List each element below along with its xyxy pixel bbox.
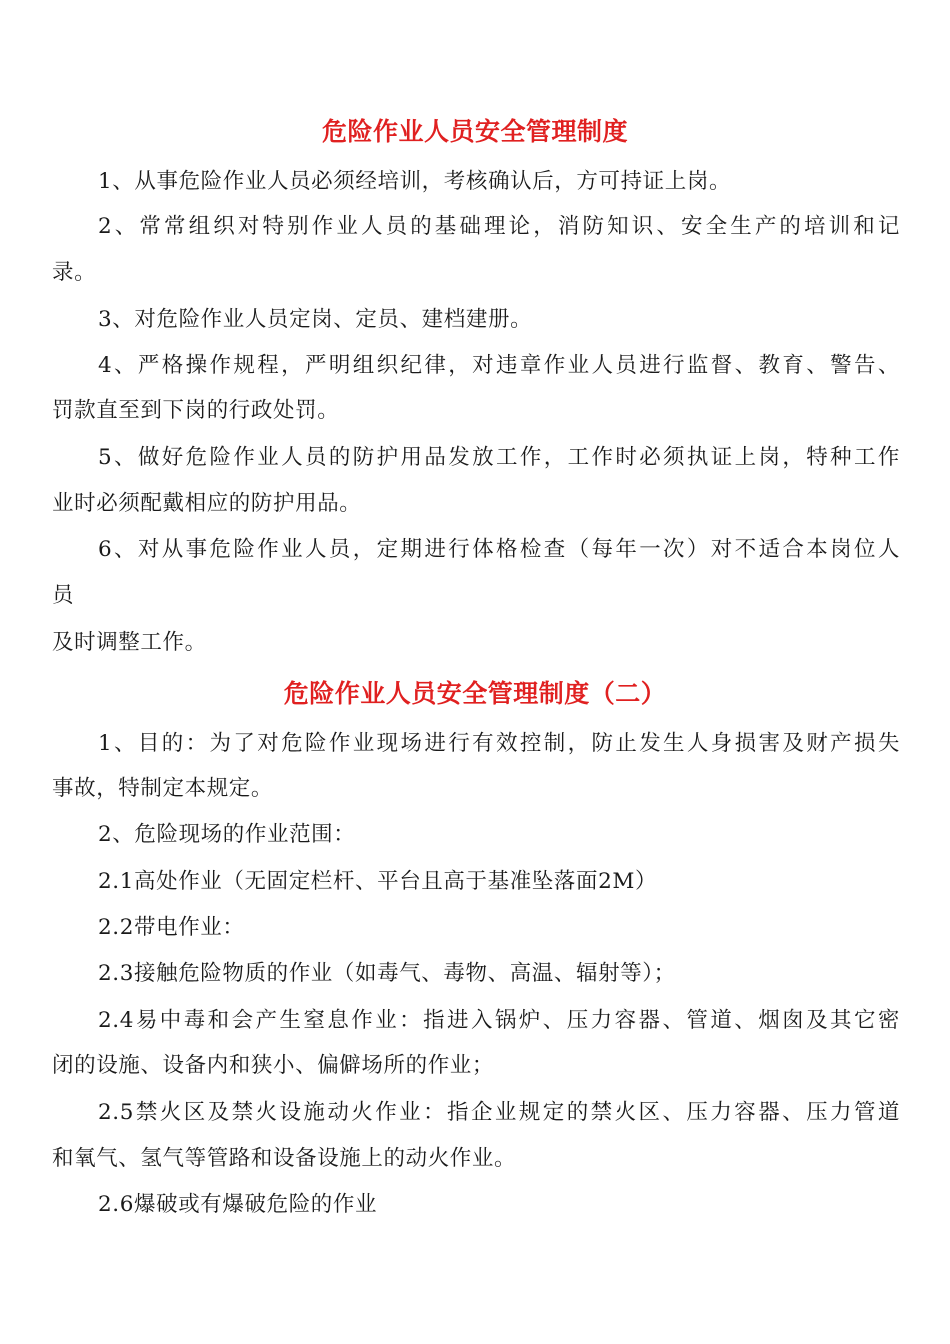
section-2-line-9: 2.5禁火区及禁火设施动火作业：指企业规定的禁火区、压力容器、压力管道 — [98, 1100, 900, 1125]
section-1-title: 危险作业人员安全管理制度 — [321, 117, 628, 146]
section-2-line-8: 闭的设施、设备内和狭小、偏僻场所的作业； — [52, 1053, 495, 1078]
section-2-line-3: 2、危险现场的作业范围： — [98, 822, 356, 847]
section-2-line-2: 事故，特制定本规定。 — [52, 776, 274, 801]
section-2-line-11: 2.6爆破或有爆破危险的作业 — [98, 1192, 378, 1217]
section-1-line-10: 员 — [52, 583, 75, 608]
section-1-line-6: 罚款直至到下岗的行政处罚。 — [52, 398, 340, 423]
section-2-line-10: 和氧气、氢气等管路和设备设施上的动火作业。 — [52, 1146, 517, 1171]
section-1-line-9: 6、对从事危险作业人员，定期进行体格检查（每年一次）对不适合本岗位人 — [98, 537, 900, 562]
section-1-line-1: 1、从事危险作业人员必须经培训，考核确认后，方可持证上岗。 — [98, 169, 732, 194]
section-2-line-7: 2.4易中毒和会产生窒息作业：指进入锅炉、压力容器、管道、烟囱及其它密 — [98, 1008, 900, 1033]
section-1-line-11: 及时调整工作。 — [52, 630, 207, 655]
section-2-line-1: 1、目的：为了对危险作业现场进行有效控制，防止发生人身损害及财产损失 — [98, 731, 900, 756]
section-1-line-7: 5、做好危险作业人员的防护用品发放工作，工作时必须执证上岗，特种工作 — [98, 445, 900, 470]
section-1-line-8: 业时必须配戴相应的防护用品。 — [52, 491, 362, 516]
section-2-line-5: 2.2带电作业： — [98, 915, 245, 940]
section-1-line-5: 4、严格操作规程，严明组织纪律，对违章作业人员进行监督、教育、警告、 — [98, 353, 900, 378]
section-2-line-6: 2.3接触危险物质的作业（如毒气、毒物、高温、辐射等）； — [98, 961, 676, 986]
section-1-line-4: 3、对危险作业人员定岗、定员、建档建册。 — [98, 307, 533, 332]
section-1-line-2: 2、常常组织对特别作业人员的基础理论，消防知识、安全生产的培训和记 — [98, 214, 900, 239]
section-2-line-4: 2.1高处作业（无固定栏杆、平台且高于基准坠落面2M） — [98, 869, 658, 894]
section-2-title: 危险作业人员安全管理制度（二） — [283, 679, 667, 708]
section-1-line-3: 录。 — [52, 260, 97, 285]
